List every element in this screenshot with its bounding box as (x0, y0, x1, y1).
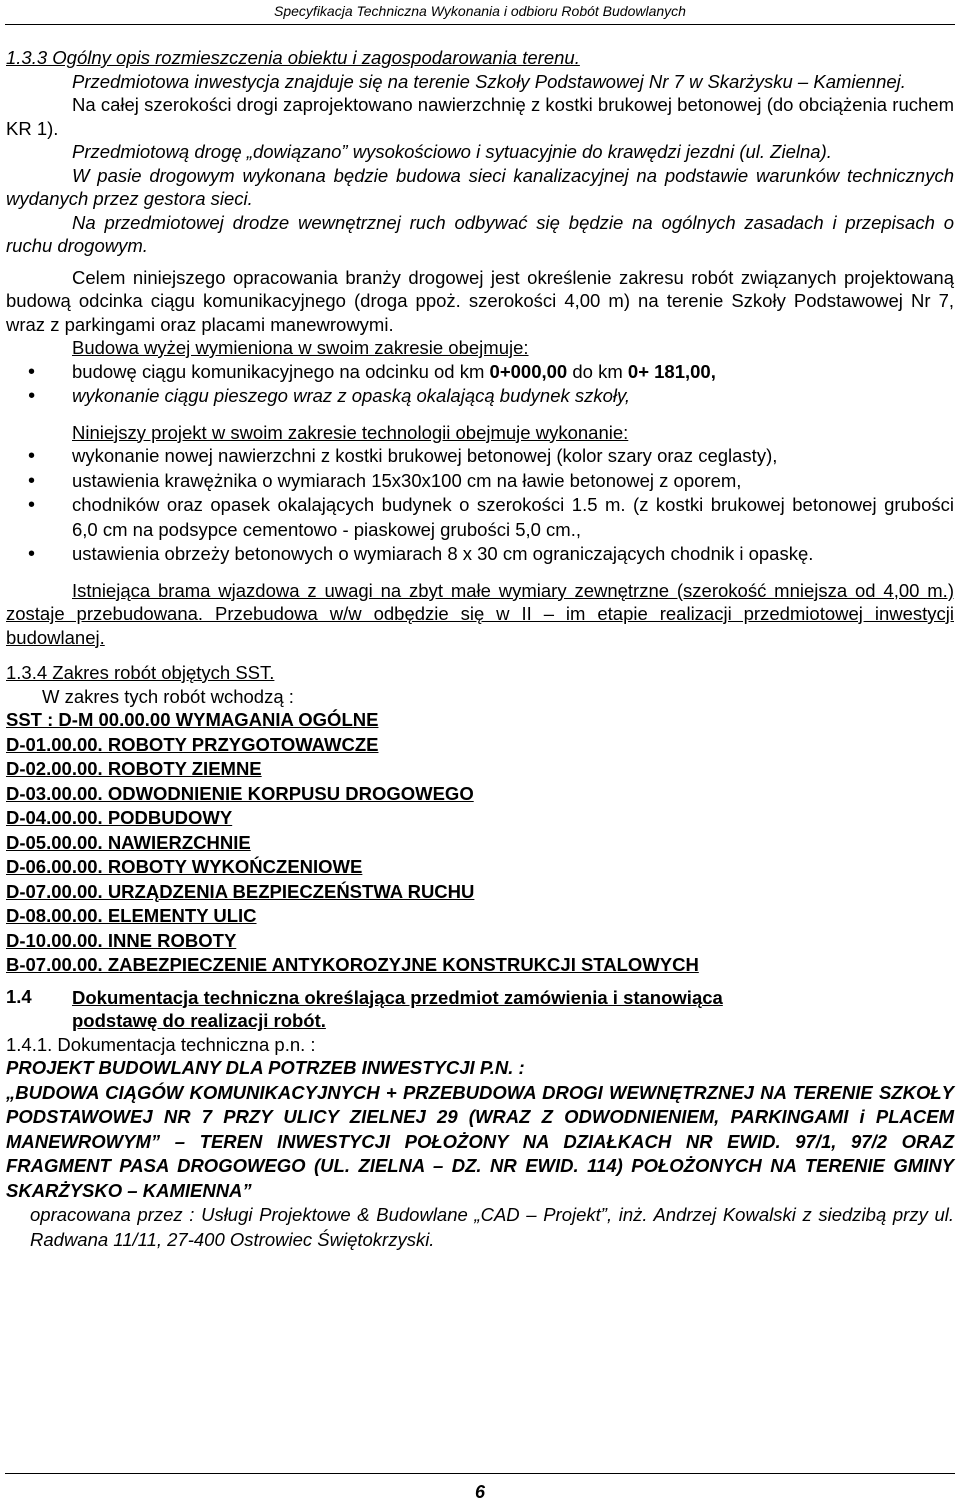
spec-code: D-08.00.00. ELEMENTY ULIC (6, 905, 257, 926)
spec-code: B-07.00.00. ZABEZPIECZENIE ANTYKOROZYJNE KONSTRUKCJI STALOWYCH (6, 954, 699, 975)
spec-code: D-07.00.00. URZĄDZENIA BEZPIECZEŃSTWA RUCHU (6, 880, 475, 902)
list-item: • wykonanie ciągu pieszego wraz z opaską okalającą budynek szkoły, (6, 384, 954, 409)
paragraph-sewer: W pasie drogowym wykonana będzie budowa sieci kanalizacyjnej na podstawie warunków technicznych wydanych przez gestora sieci. (6, 164, 954, 209)
scope-list-title: Budowa wyżej wymieniona w swoim zakresie obejmuje: (72, 337, 529, 358)
technology-list-title: Niniejszy projekt w swoim zakresie technologii obejmuje wykonanie: (72, 421, 629, 443)
section-title-line: podstawę do realizacji robót. (72, 1010, 326, 1031)
scope-list (6, 360, 954, 409)
spec-code: D-03.00.00. ODWODNIENIE KORPUSU DROGOWEGO (6, 782, 474, 804)
paragraph-traffic: Na przedmiotowej drodze wewnętrznej ruch odbywać się będzie na ogólnych zasadach i przepisach o ruchu drogowym. (6, 211, 954, 256)
paragraph-scope: Celem niniejszego opracowania branży drogowej jest określenie zakresu robót związanych projektowaną budową odcinka ciągu komunikacyjnego (droga ppoż. szerokości 4,00 m) na terenie Szkoły Podstawowej Nr 7, wraz z parkingami oraz placami manewrowymi. (6, 266, 954, 335)
spec-code: D-04.00.00. PODBUDOWY (6, 807, 233, 828)
list-item: • ustawienia obrzeży betonowych o wymiarach 8 x 30 cm ograniczających chodnik i opaskę. (6, 542, 954, 567)
technology-list (6, 444, 954, 567)
subsection-1-4-1: 1.4.1. Dokumentacja techniczna p.n. : (6, 1033, 316, 1055)
project-name: „BUDOWA CIĄGÓW KOMUNIKACYJNYCH + PRZEBUDOWA DROGI WEWNĘTRZNEJ NA TERENIE SZKOŁY PODSTAWOWEJ NR 7 PRZY ULICY ZIELNEJ 29 (WRAZ Z ODWODNIENIEM, PARKINGAMI i PLACEM MANEWROWYM” – TEREN INWESTYCJI POŁOŻONY NA DZIAŁKACH NR EWID. 97/1, 97/2 ORAZ FRAGMENT PASA DROGOWEGO (UL. ZIELNA – DZ. NR EWID. 114) POŁOŻONYCH NA TERENIE GMINY SKARŻYSKO – KAMIENNA” (6, 1081, 954, 1201)
page-header: Specyfikacja Techniczna Wykonania i odbioru Robót Budowlanych (274, 3, 686, 19)
spec-code: D-06.00.00. ROBOTY WYKOŃCZENIOWE (6, 856, 363, 877)
list-item: • wykonanie nowej nawierzchni z kostki brukowej betonowej (kolor szary oraz ceglasty), (6, 444, 954, 469)
page-number: 6 (474, 1482, 485, 1502)
spec-code: D-05.00.00. NAWIERZCHNIE (6, 831, 251, 853)
paragraph-pavement: Na całej szerokości drogi zaprojektowano nawierzchnię z kostki brukowej betonowej (do obciążenia ruchem KR 1). (6, 94, 954, 139)
spec-code: D-01.00.00. ROBOTY PRZYGOTOWAWCZE (6, 733, 379, 755)
section-number: 1.4 (6, 985, 32, 1007)
header-divider (5, 24, 955, 25)
paragraph-investment-location: Przedmiotowa inwestycja znajduje się na terenie Szkoły Podstawowej Nr 7 w Skarżysku – Kamiennej. (72, 70, 906, 92)
paragraph-road-connection: Przedmiotową drogę „dowiązano” wysokościowo i sytuacyjnie do krawędzi jezdni (ul. Zielna). (72, 141, 832, 162)
spec-code-list (6, 708, 954, 978)
section-heading-1-3-3: 1.3.3 Ogólny opis rozmieszczenia obiektu i zagospodarowania terenu. (6, 47, 580, 68)
document-body (6, 46, 954, 1252)
spec-code: D-10.00.00. INNE ROBOTY (6, 929, 237, 951)
section-heading-1-4 (6, 986, 954, 1033)
spec-code: SST : D-M 00.00.00 WYMAGANIA OGÓLNE (6, 709, 379, 730)
section-heading-1-3-4: 1.3.4 Zakres robót objętych SST. (6, 662, 275, 683)
list-item: • chodników oraz opasek okalających budynek o szerokości 1.5 m. (z kostki brukowej betonowej grubości 6,0 cm na podsypce cementowo - piaskowej grubości 5,0 cm., (6, 493, 954, 542)
paragraph-gate: Istniejąca brama wjazdowa z uwagi na zbyt małe wymiary zewnętrzne (szerokość mniejsza od 4,00 m.) zostaje przebudowana. Przebudowa w/w odbędzie się w II – im etapie realizacji przedmiotowej inwestycji budowlanej. (6, 579, 954, 648)
footer-divider (5, 1473, 955, 1474)
list-item: • ustawienia krawężnika o wymiarach 15x30x100 cm na ławie betonowej z oporem, (6, 469, 954, 494)
list-item: • budowę ciągu komunikacyjnego na odcinku od km 0+000,00 do km 0+ 181,00, (6, 360, 954, 385)
project-title: PROJEKT BUDOWLANY DLA POTRZEB INWESTYCJI P.N. : (6, 1057, 525, 1078)
prepared-by: opracowana przez : Usługi Projektowe & Budowlane „CAD – Projekt”, inż. Andrzej Kowalski z siedzibą przy ul. Radwana 11/11, 27-400 Ostrowiec Świętokrzyski. (30, 1204, 954, 1250)
spec-code: D-02.00.00. ROBOTY ZIEMNE (6, 758, 262, 779)
scope-intro: W zakres tych robót wchodzą : (42, 685, 294, 707)
section-title-line: Dokumentacja techniczna określająca przedmiot zamówienia i stanowiąca (72, 986, 723, 1008)
